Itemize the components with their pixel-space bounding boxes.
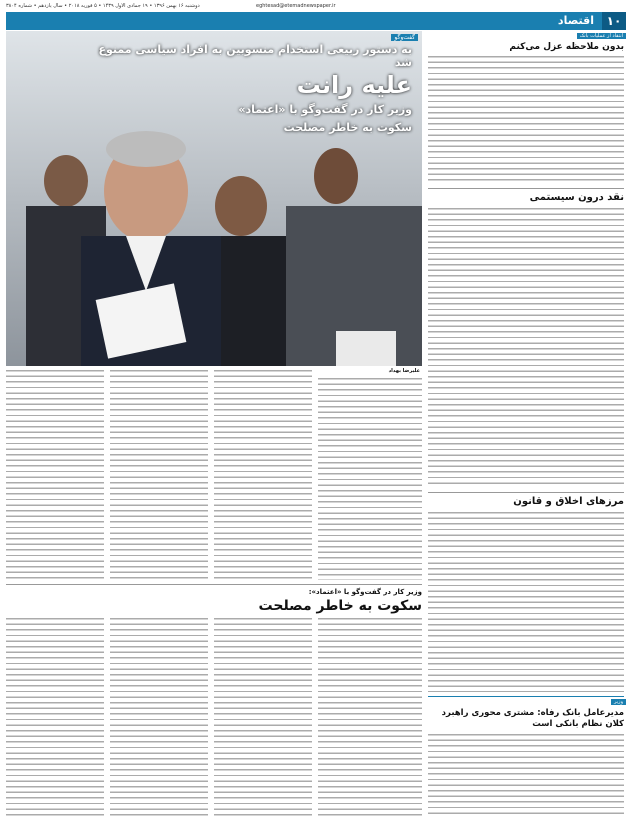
right-title-1: بدون ملاحظه عزل می‌کنم — [509, 42, 624, 52]
author-name: علیرضا بهداد — [388, 368, 420, 374]
section-title: اقتصاد — [557, 14, 594, 27]
email-line: eghtesad@etemadnewspaper.ir — [256, 3, 336, 9]
right-tag: انتقاد از عملیات بانک — [577, 33, 626, 39]
right-article-2-body — [428, 208, 624, 488]
lead-headline: علیه رانت — [296, 71, 412, 99]
date-line: دوشنبه ۱۶ بهمن ۱۳۹۶ • ۱۹ جمادی الاول ۱۴۳۹ • ۵ فوریه ۲۰۱۸ • سال یازدهم • شماره ۳۸۰۴ — [6, 3, 200, 9]
lead-subhead-1: وزیر کار در گفت‌وگو با «اعتماد» — [238, 103, 412, 116]
bottom-col-2 — [110, 618, 208, 816]
divider — [6, 584, 422, 585]
right-title-2: نقد درون سیستمی — [529, 192, 624, 203]
right-article-1-body — [428, 56, 624, 184]
lead-tag: گفت‌وگو — [391, 34, 418, 41]
bottom-col-3 — [214, 618, 312, 816]
lead-subhead-2: سکوت به خاطر مصلحت — [283, 121, 412, 134]
right-article-3-body — [428, 512, 624, 692]
bottom-col-1 — [6, 618, 104, 816]
top-meta-bar — [6, 3, 626, 12]
lead-photo — [6, 31, 422, 366]
bottom-col-4 — [318, 618, 422, 816]
body-col-1 — [6, 370, 104, 580]
bottom-kicker: وزیر کار در گفت‌وگو با «اعتماد»: — [308, 588, 422, 596]
body-col-4 — [318, 378, 422, 580]
body-col-3 — [214, 370, 312, 580]
page-number: ۱۰ — [602, 12, 626, 30]
lead-kicker: به دستور ربیعی استخدام منسوبین به افراد سیاسی ممنوع شد — [98, 43, 412, 69]
divider — [428, 188, 624, 189]
right-tag-2: وزیر — [611, 699, 626, 705]
bottom-headline: سکوت به خاطر مصلحت — [258, 598, 422, 614]
divider — [428, 492, 624, 493]
body-col-2 — [110, 370, 208, 580]
lead-headline-block — [82, 43, 412, 135]
right-title-3: مرزهای اخلاق و قانون — [513, 496, 624, 507]
right-article-4-body — [428, 734, 624, 816]
divider — [428, 696, 624, 697]
section-header — [6, 12, 626, 30]
right-title-4: مدیرعامل بانک رفاه: مشتری محوری راهبرد کلان نظام بانکی است — [441, 708, 624, 729]
